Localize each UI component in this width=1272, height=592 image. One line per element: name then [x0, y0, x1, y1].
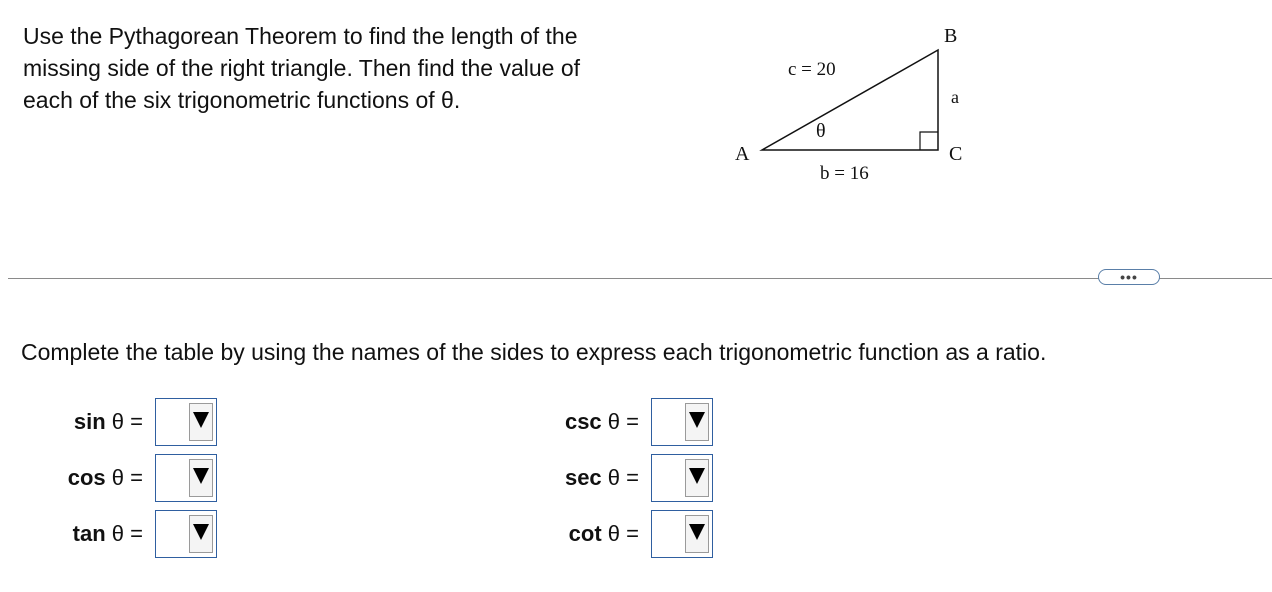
down-triangle-icon [193, 468, 209, 484]
trig-row-sin [45, 397, 217, 447]
section-divider [8, 278, 1272, 279]
trig-equals: θ = [111, 465, 143, 490]
vertex-a-label: A [735, 143, 750, 165]
trig-row-tan [45, 509, 217, 559]
question-text [23, 20, 683, 116]
dropdown-arrow-button[interactable] [189, 403, 213, 441]
right-triangle-figure [720, 15, 980, 195]
csc-dropdown[interactable] [651, 398, 713, 446]
more-options-button[interactable]: ••• [1098, 269, 1160, 285]
sec-dropdown-value [656, 459, 682, 497]
trig-label-cos [45, 465, 155, 491]
cot-dropdown[interactable] [651, 510, 713, 558]
question-line-1: Use the Pythagorean Theorem to find the length of the [23, 23, 578, 49]
down-triangle-icon [689, 412, 705, 428]
dropdown-arrow-button[interactable] [189, 515, 213, 553]
down-triangle-icon [689, 524, 705, 540]
trig-equals: θ = [607, 465, 639, 490]
dropdown-arrow-button[interactable] [189, 459, 213, 497]
trig-fn-name: cot [568, 521, 602, 546]
trig-row-sec [541, 453, 713, 503]
hypotenuse-label: c = 20 [788, 59, 836, 80]
side-a-label: a [951, 87, 959, 107]
trig-row-cos [45, 453, 217, 503]
trig-fn-name: sec [564, 465, 602, 490]
trig-label-sec [541, 465, 651, 491]
dropdown-arrow-button[interactable] [685, 459, 709, 497]
base-label: b = 16 [820, 163, 869, 184]
cos-dropdown[interactable] [155, 454, 217, 502]
question-line-2: missing side of the right triangle. Then find the value of [23, 55, 581, 81]
down-triangle-icon [193, 524, 209, 540]
trig-equals: θ = [111, 521, 143, 546]
trig-fn-name: tan [72, 521, 106, 546]
csc-dropdown-value [656, 403, 682, 441]
vertex-c-label: C [949, 143, 963, 165]
trig-fn-name: cos [67, 465, 106, 490]
tan-dropdown-value [160, 515, 186, 553]
cos-dropdown-value [160, 459, 186, 497]
angle-theta-label: θ [816, 120, 826, 142]
dropdown-arrow-button[interactable] [685, 403, 709, 441]
trig-fn-name: csc [564, 409, 602, 434]
cot-dropdown-value [656, 515, 682, 553]
trig-label-tan [45, 521, 155, 547]
trig-equals: θ = [607, 521, 639, 546]
instruction-text: Complete the table by using the names of the sides to express each trigonometric function as a ratio. [21, 339, 1047, 365]
trig-fn-name: sin [73, 409, 106, 434]
dropdown-arrow-button[interactable] [685, 515, 709, 553]
trig-label-csc [541, 409, 651, 435]
vertex-b-label: B [944, 25, 958, 47]
sec-dropdown[interactable] [651, 454, 713, 502]
sin-dropdown[interactable] [155, 398, 217, 446]
trig-label-cot [541, 521, 651, 547]
trig-row-cot [541, 509, 713, 559]
trig-row-csc [541, 397, 713, 447]
trig-equals: θ = [607, 409, 639, 434]
trig-label-sin [45, 409, 155, 435]
tan-dropdown[interactable] [155, 510, 217, 558]
question-line-3: each of the six trigonometric functions of θ. [23, 87, 461, 113]
down-triangle-icon [193, 412, 209, 428]
down-triangle-icon [689, 468, 705, 484]
sin-dropdown-value [160, 403, 186, 441]
right-angle-marker-icon [920, 132, 938, 150]
trig-equals: θ = [111, 409, 143, 434]
